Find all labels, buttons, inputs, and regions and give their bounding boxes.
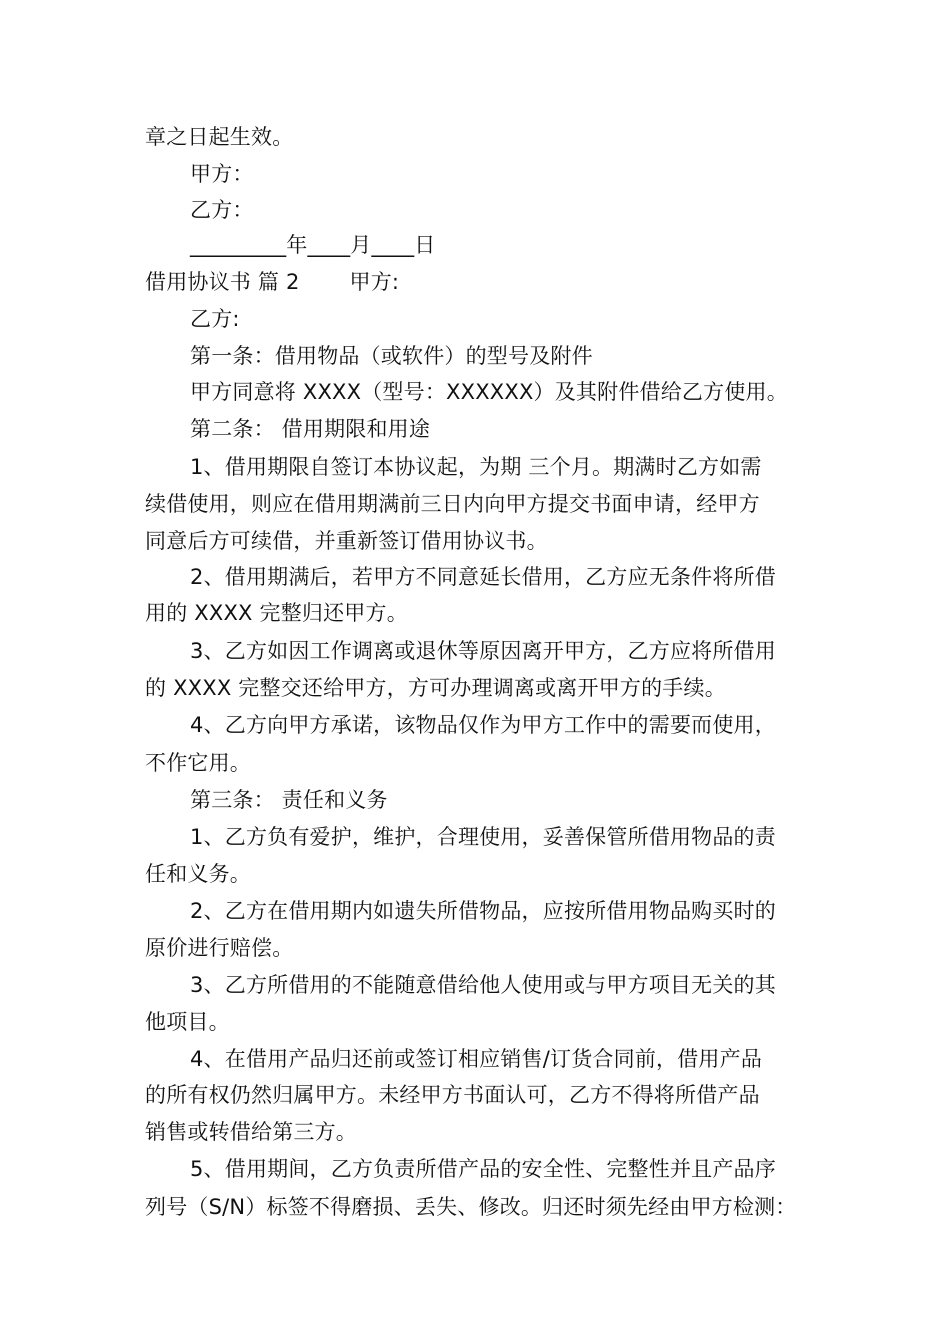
article-3-item-5-line-2: 列号（S/N）标签不得磨损、丢失、修改。归还时须先经由甲方检测：: [145, 1195, 797, 1219]
article-3-item-4-line-2: 的所有权仍然归属甲方。未经甲方书面认可，乙方不得将所借产品: [145, 1083, 760, 1107]
article-1-text: 甲方同意将 XXXX（型号：XXXXXX）及其附件借给乙方使用。: [190, 380, 788, 404]
article-2-title: 第二条： 借用期限和用途: [190, 417, 431, 441]
article-3-item-4-line-1: 4、在借用产品归还前或签订相应销售/订货合同前，借用产品: [190, 1047, 763, 1071]
article-1-title: 第一条：借用物品（或软件）的型号及附件: [190, 344, 593, 368]
section-title: 借用协议书 篇 2: [145, 270, 300, 294]
article-3-item-1-line-2: 任和义务。: [145, 862, 251, 886]
article-3-item-3-line-2: 他项目。: [145, 1010, 230, 1034]
article-2-item-1-line-3: 同意后方可续借，并重新签订借用协议书。: [145, 529, 548, 553]
article-3-item-4-line-3: 销售或转借给第三方。: [145, 1120, 357, 1144]
article-2-item-1-line-2: 续借使用，则应在借用期满前三日内向甲方提交书面申请，经甲方: [145, 492, 760, 516]
article-2-item-4-line-1: 4、乙方向甲方承诺，该物品仅作为甲方工作中的需要而使用，: [190, 713, 776, 737]
article-2-item-3-line-1: 3、乙方如因工作调离或退休等原因离开甲方，乙方应将所借用: [190, 639, 776, 663]
party-a-label: 甲方：: [190, 162, 254, 186]
text-line-1: 章之日起生效。: [145, 125, 294, 149]
article-3-item-1-line-1: 1、乙方负有爱护，维护，合理使用，妥善保管所借用物品的责: [190, 825, 776, 849]
party-b-label: 乙方：: [190, 198, 254, 222]
article-2-item-1-line-1: 1、借用期限自签订本协议起，为期 三个月。期满时乙方如需: [190, 455, 762, 479]
article-3-item-2-line-1: 2、乙方在借用期内如遗失所借物品，应按所借用物品购买时的: [190, 899, 776, 923]
article-2-item-2-line-1: 2、借用期满后，若甲方不同意延长借用，乙方应无条件将所借: [190, 565, 776, 589]
party-a-heading: 甲方:: [349, 270, 400, 294]
article-3-title: 第三条： 责任和义务: [190, 788, 388, 812]
date-line: _________年____月____日: [190, 233, 436, 257]
article-2-item-4-line-2: 不作它用。: [145, 751, 251, 775]
article-2-item-2-line-2: 用的 XXXX 完整归还甲方。: [145, 601, 408, 625]
article-3-item-2-line-2: 原价进行赔偿。: [145, 936, 294, 960]
section-title-row: [145, 267, 399, 297]
party-b-heading: 乙方:: [190, 307, 240, 331]
article-3-item-5-line-1: 5、借用期间，乙方负责所借产品的安全性、完整性并且产品序: [190, 1157, 776, 1181]
article-3-item-3-line-1: 3、乙方所借用的不能随意借给他人使用或与甲方项目无关的其: [190, 973, 776, 997]
article-2-item-3-line-2: 的 XXXX 完整交还给甲方，方可办理调离或离开甲方的手续。: [145, 676, 726, 700]
